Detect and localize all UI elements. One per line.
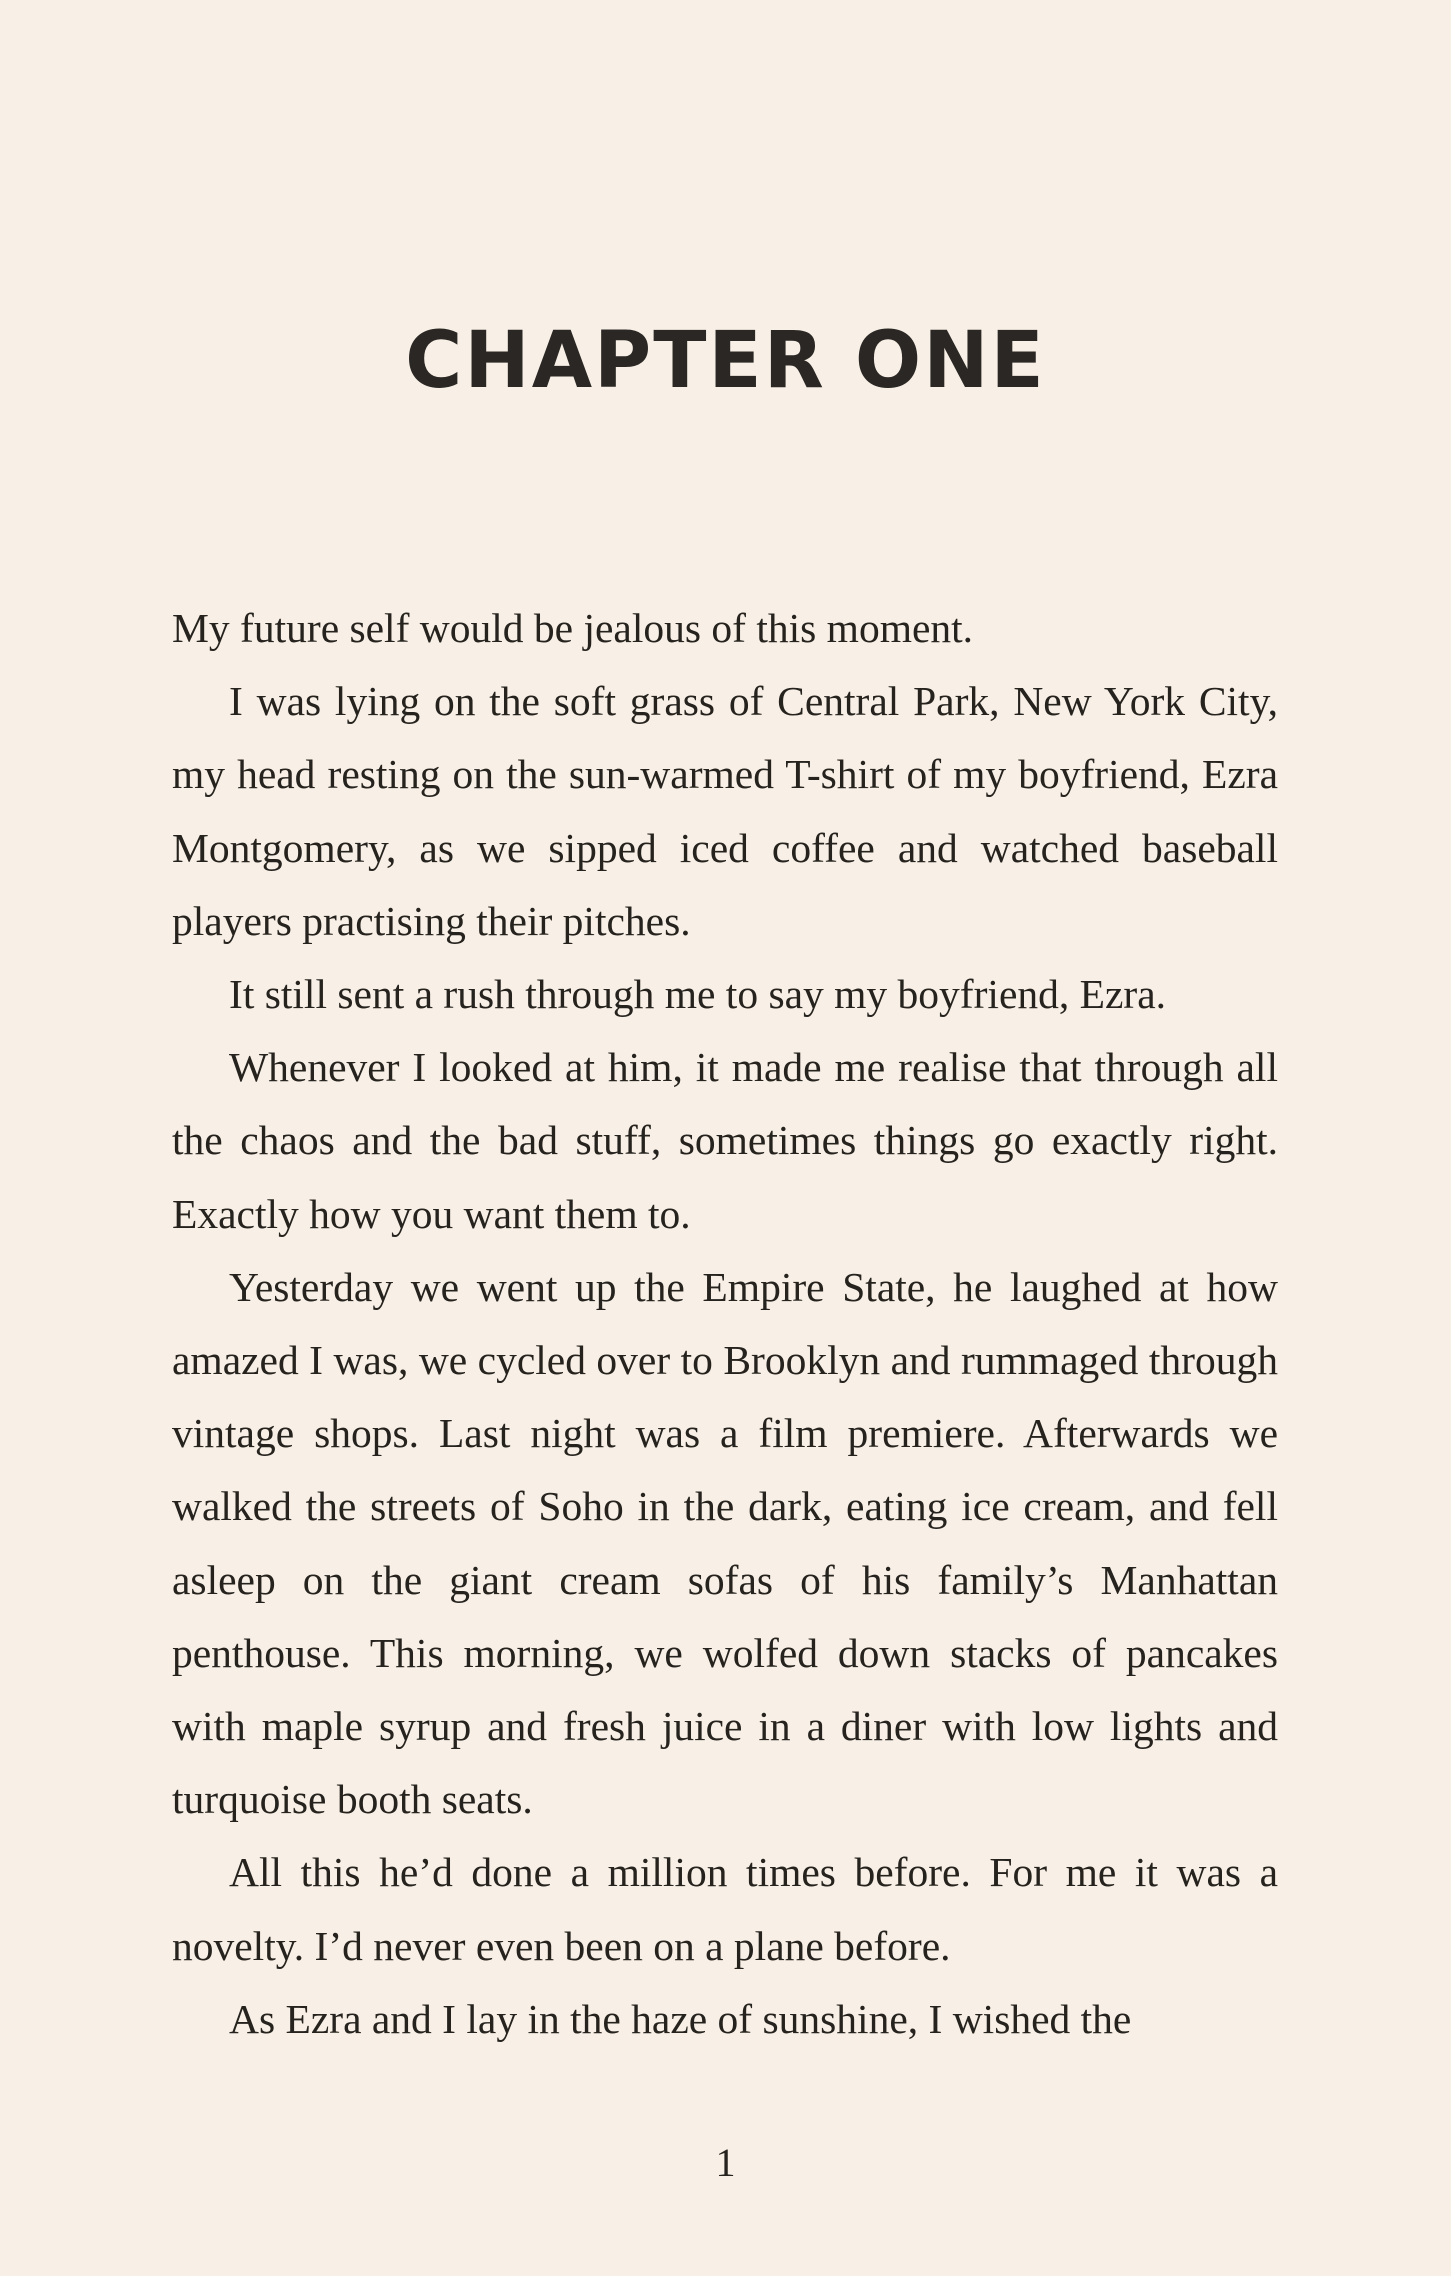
chapter-body <box>172 592 1278 2056</box>
paragraph: It still sent a rush through me to say my boyfriend, Ezra. <box>229 971 1167 1018</box>
paragraph: As Ezra and I lay in the haze of sunshine, I wished the <box>229 1995 1132 2042</box>
page-number: 1 <box>715 2140 736 2185</box>
chapter-title: CHAPTER ONE <box>405 316 1046 406</box>
paragraph: I was lying on the soft grass of Central Park, New York City, my head resting on the sun-warmed T-shirt of my boyfriend, Ezra Montgomery, as we sipped iced coffee and watched baseball players practising their pitches. <box>172 678 1278 944</box>
paragraph: All this he’d done a million times before. For me it was a novelty. I’d never even been on a plane before. <box>172 1849 1278 1969</box>
paragraph: My future self would be jealous of this moment. <box>172 605 974 651</box>
paragraph: Yesterday we went up the Empire State, he laughed at how amazed I was, we cycled over to Brooklyn and rummaged through vintage shops. Last night was a film premiere. Afterwards we walked the streets of Soho in the dark, eating ice cream, and fell asleep on the giant cream sofas of his family’s Manhattan penthouse. This morning, we wolfed down stacks of pancakes with maple syrup and fresh juice in a diner with low lights and turquoise booth seats. <box>172 1263 1278 1823</box>
paragraph: Whenever I looked at him, it made me realise that through all the chaos and the bad stuff, sometimes things go exactly right. Exactly how you want them to. <box>172 1044 1278 1237</box>
